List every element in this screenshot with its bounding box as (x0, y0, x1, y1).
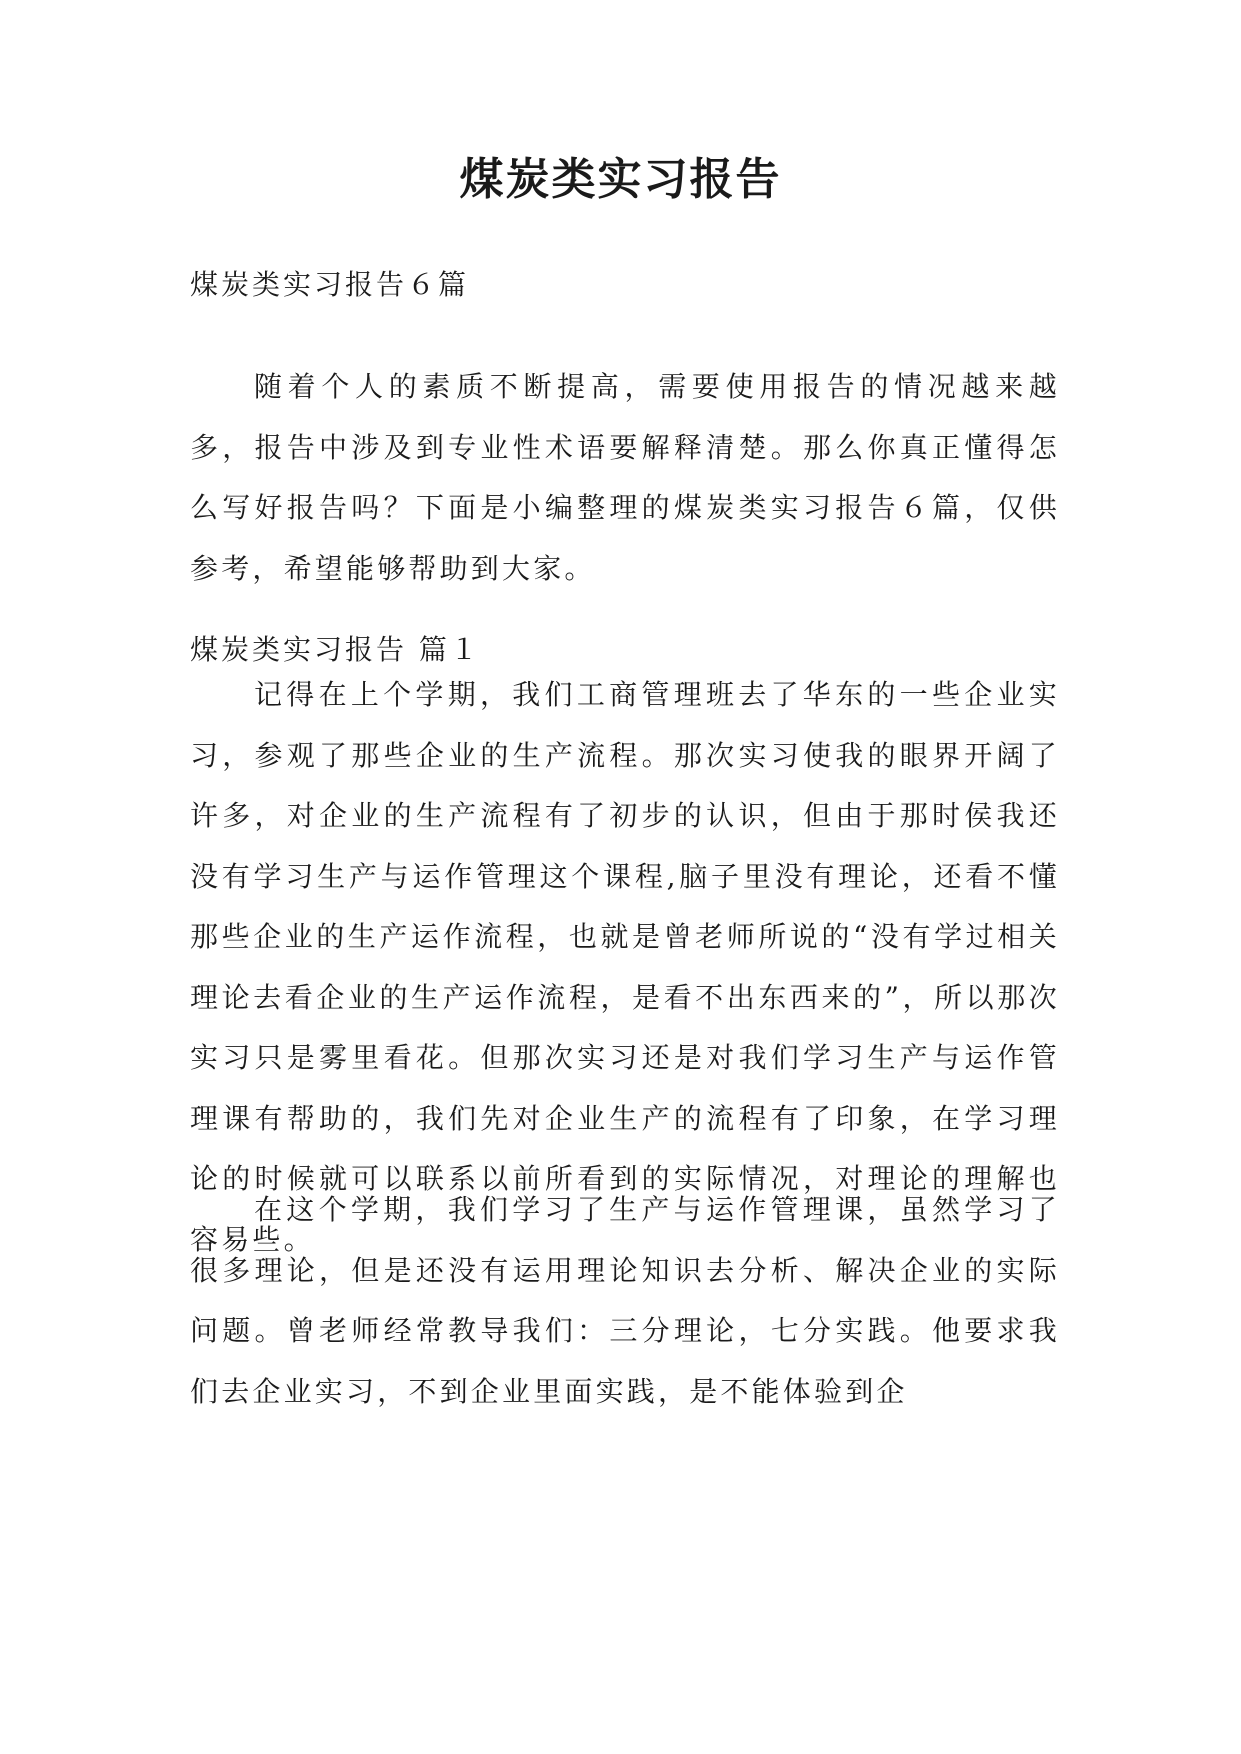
section-paragraph-1: 记得在上个学期，我们工商管理班去了华东的一些企业实习，参观了那些企业的生产流程。那次实习使我的眼界开阔了许多，对企业的生产流程有了初步的认识，但由于那时侯我还没有学习生产与运作管理这个课程,脑子里没有理论，还看不懂那些企业的生产运作流程，也就是曾老师所说的“没有学过相关理论去看企业的生产运作流程，是看不出东西来的”，所以那次实习只是雾里看花。但那次实习还是对我们学习生产与运作管理课有帮助的，我们先对企业生产的流程有了印象，在学习理论的时候就可以联系以前所看到的实际情况，对理论的理解也容易些。 (190, 678, 1060, 1256)
intro-paragraph: 随着个人的素质不断提高，需要使用报告的情况越来越多，报告中涉及到专业性术语要解释清楚。那么你真正懂得怎么写好报告吗？下面是小编整理的煤炭类实习报告６篇，仅供参考，希望能够帮助到大家。 (190, 370, 1060, 585)
section-heading: 煤炭类实习报告 篇１ (190, 633, 481, 666)
section-paragraph-2: 在这个学期，我们学习了生产与运作管理课，虽然学习了很多理论，但是还没有运用理论知识去分析、解决企业的实际问题。曾老师经常教导我们：三分理论，七分实践。他要求我们去企业实习，不到企业里面实践，是不能体验到企 (190, 1193, 1060, 1408)
document-title: 煤炭类实习报告 (459, 154, 782, 205)
document-subtitle: 煤炭类实习报告６篇 (190, 268, 470, 301)
